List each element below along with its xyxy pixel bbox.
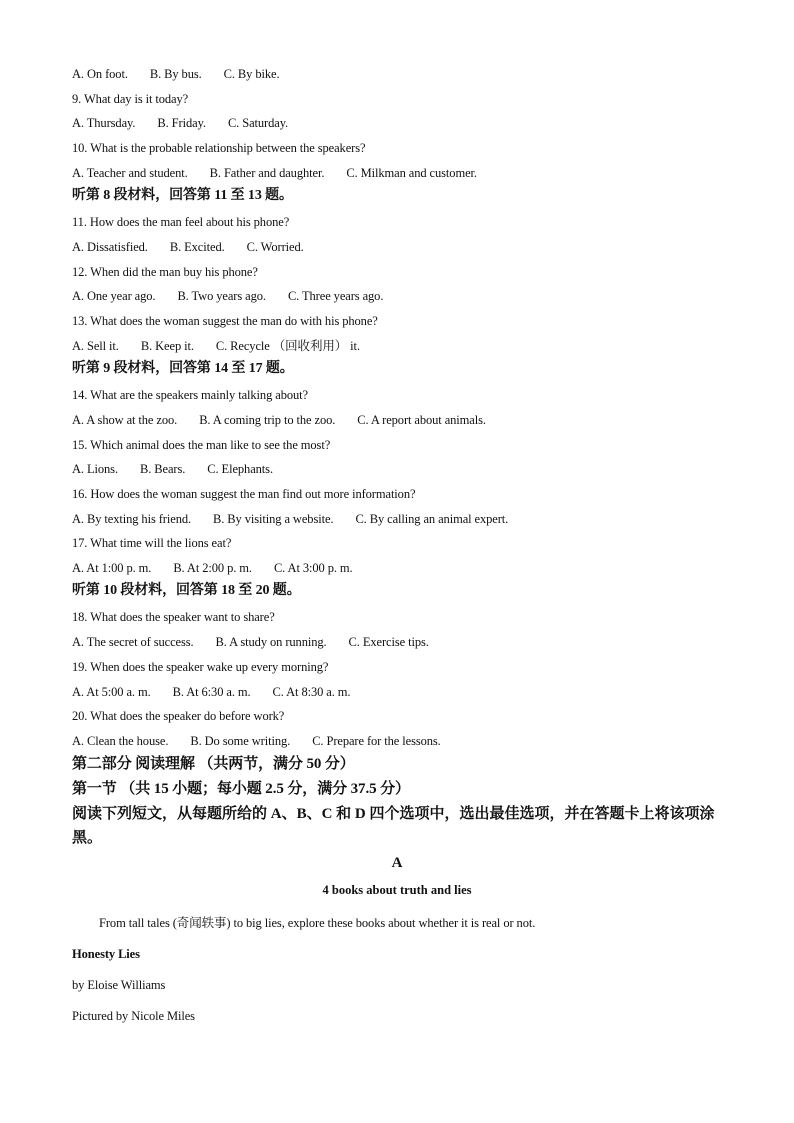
q19-option-b: B. At 6:30 a. m. (172, 685, 251, 699)
q18-option-c: C. Exercise tips. (348, 635, 429, 649)
q8-option-b: B. By bus. (149, 67, 202, 81)
book-author: by Eloise Williams (72, 978, 166, 992)
q14-option-b: B. A coming trip to the zoo. (199, 413, 336, 427)
q18-option-a: A. The secret of success. (72, 635, 194, 649)
passage-intro: From tall tales (奇闻轶事) to big lies, explore these books about whether it is real or not. (99, 916, 536, 930)
q15-option-c: C. Elephants. (207, 462, 273, 476)
q13-option-b: B. Keep it. (140, 339, 194, 353)
q16-option-a: A. By texting his friend. (72, 512, 192, 526)
q17-option-b: B. At 2:00 p. m. (173, 561, 252, 575)
q18-options (72, 634, 429, 650)
q10-option-b: B. Father and daughter. (209, 166, 325, 180)
book-illustrator: Pictured by Nicole Miles (72, 1009, 195, 1023)
q9-option-a: A. Thursday. (72, 116, 136, 130)
section-one-heading: 第一节 （共 15 小题；每小题 2.5 分，满分 37.5 分） (72, 781, 410, 797)
q19-question: 19. When does the speaker wake up every morning? (72, 660, 329, 674)
q9-option-c: C. Saturday. (227, 116, 289, 130)
heading-passage-8: 听第 8 段材料，回答第 11 至 13 题。 (72, 188, 293, 203)
q9-option-b: B. Friday. (157, 116, 206, 130)
q13-option-c: C. Recycle （回收利用） it. (215, 339, 360, 353)
q14-option-a: A. A show at the zoo. (72, 413, 178, 427)
q16-question: 16. How does the woman suggest the man find out more information? (72, 487, 416, 501)
q19-options (72, 684, 350, 700)
q11-question: 11. How does the man feel about his phone? (72, 215, 290, 229)
q19-option-c: C. At 8:30 a. m. (272, 685, 351, 699)
q20-option-c: C. Prepare for the lessons. (312, 734, 441, 748)
part-two-heading: 第二部分 阅读理解 （共两节，满分 50 分） (72, 756, 355, 772)
q8-options (72, 66, 280, 82)
q20-options (72, 733, 441, 749)
passage-letter: A (391, 855, 403, 871)
passage-title: 4 books about truth and lies (322, 883, 472, 897)
q20-option-b: B. Do some writing. (190, 734, 291, 748)
q15-options (72, 461, 273, 477)
q20-option-a: A. Clean the house. (72, 734, 169, 748)
q14-options (72, 412, 486, 428)
q9-question: 9. What day is it today? (72, 92, 189, 106)
q12-option-b: B. Two years ago. (177, 289, 266, 303)
q16-options (72, 511, 508, 527)
q9-options (72, 115, 288, 131)
heading-passage-9: 听第 9 段材料，回答第 14 至 17 题。 (72, 361, 294, 376)
q13-question: 13. What does the woman suggest the man do with his phone? (72, 314, 378, 328)
q10-option-c: C. Milkman and customer. (346, 166, 477, 180)
q15-question: 15. Which animal does the man like to see the most? (72, 438, 331, 452)
q10-option-a: A. Teacher and student. (72, 166, 188, 180)
heading-passage-10: 听第 10 段材料，回答第 18 至 20 题。 (72, 583, 301, 598)
q17-option-c: C. At 3:00 p. m. (273, 561, 353, 575)
q16-option-c: C. By calling an animal expert. (355, 512, 509, 526)
q8-option-c: C. By bike. (223, 67, 280, 81)
q18-question: 18. What does the speaker want to share? (72, 610, 275, 624)
book-title: Honesty Lies (72, 947, 140, 961)
q11-option-a: A. Dissatisfied. (72, 240, 148, 254)
q10-question: 10. What is the probable relationship between the speakers? (72, 141, 366, 155)
q19-option-a: A. At 5:00 a. m. (72, 685, 151, 699)
q13-option-a: A. Sell it. (72, 339, 119, 353)
q12-options (72, 288, 383, 304)
q12-option-a: A. One year ago. (72, 289, 156, 303)
q10-options (72, 165, 477, 181)
q20-question: 20. What does the speaker do before work? (72, 709, 285, 723)
q15-option-a: A. Lions. (72, 462, 118, 476)
q15-option-b: B. Bears. (139, 462, 186, 476)
q12-option-c: C. Three years ago. (287, 289, 384, 303)
q11-options (72, 239, 304, 255)
q11-option-b: B. Excited. (169, 240, 225, 254)
q18-option-b: B. A study on running. (215, 635, 327, 649)
q16-option-b: B. By visiting a website. (213, 512, 334, 526)
q14-question: 14. What are the speakers mainly talking about? (72, 388, 308, 402)
reading-instructions: 阅读下列短文，从每题所给的 A、B、C 和 D 四个选项中，选出最佳选项，并在答题卡上将该项涂黑。 (72, 806, 715, 846)
q13-options (72, 338, 360, 354)
q14-option-c: C. A report about animals. (357, 413, 486, 427)
q11-option-c: C. Worried. (246, 240, 304, 254)
q8-option-a: A. On foot. (72, 67, 128, 81)
q17-question: 17. What time will the lions eat? (72, 536, 232, 550)
q12-question: 12. When did the man buy his phone? (72, 265, 258, 279)
q17-options (72, 560, 353, 576)
q17-option-a: A. At 1:00 p. m. (72, 561, 152, 575)
